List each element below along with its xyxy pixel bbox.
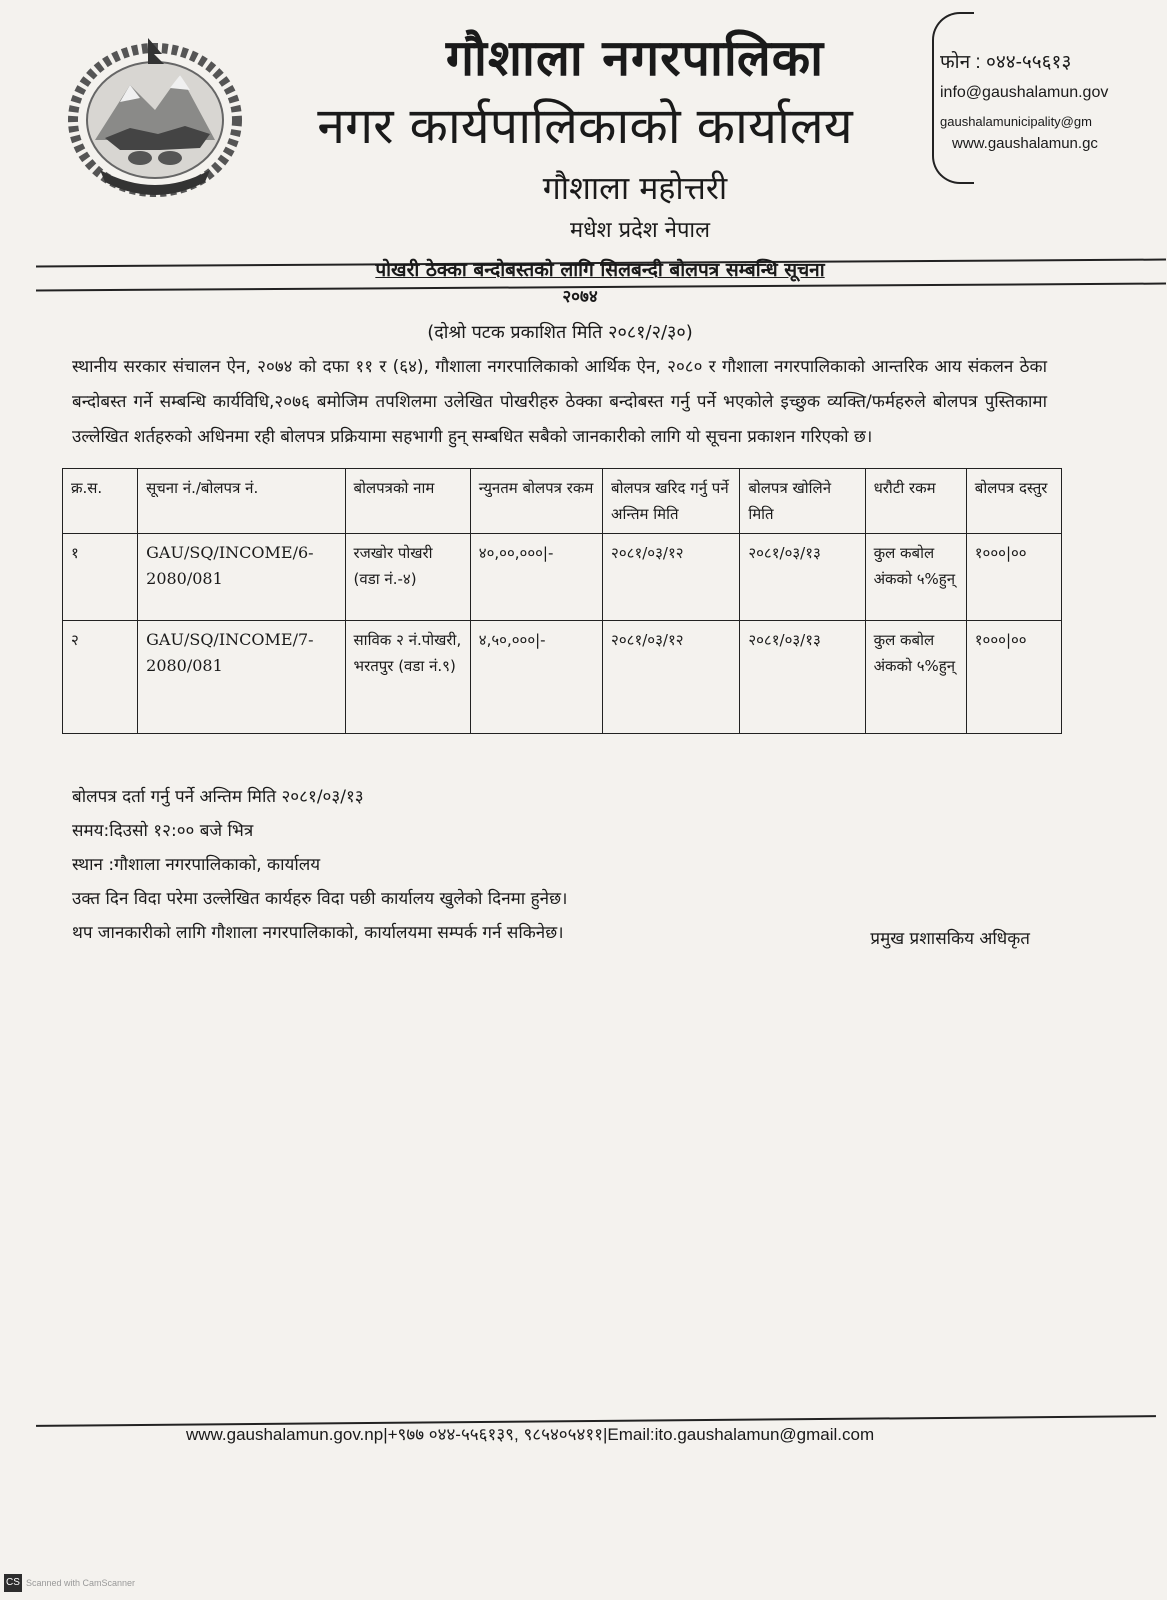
cell-sn: २	[63, 621, 138, 734]
notice-body: स्थानीय सरकार संचालन ऐन, २०७४ को दफा ११ र (६४), गौशाला नगरपालिकाको आर्थिक ऐन, २०८० र गौशाला नगरपालिकाको आन्तरिक आय संकलन ठेका बन्दोबस्त गर्ने सम्बन्धि कार्यविधि,२०७६ बमोजिम तपशिलमा उलेखित पोखरीहरु ठेक्का बन्दोबस्त गर्नु पर्ने भएकोले इच्छुक व्यक्ति/फर्महरुले बोलपत्र पुस्तिकामा उल्लेखित शर्तहरुको अधिनमा रही बोलपत्र प्रक्रियामा सहभागी हुन् सम्बधित सबैको जानकारीको लागि यो सूचना प्रकाशन गरिएको छ।	[72, 357, 1047, 447]
header-buy-deadline: बोलपत्र खरिद गर्नु पर्ने अन्तिम मिति	[603, 469, 740, 534]
cell-min-amount: ४०,००,०००|-	[470, 534, 602, 621]
contact-phone: फोन : ०४४-५५६१३	[940, 52, 1072, 73]
cell-sn: १	[63, 534, 138, 621]
note-time: समय:दिउसो १२:०० बजे भित्र	[72, 821, 254, 841]
table-header-row	[63, 469, 1062, 534]
header-name: बोलपत्रको नाम	[345, 469, 470, 534]
table-row	[63, 534, 1062, 621]
header-open-date: बोलपत्र खोलिने मिति	[740, 469, 865, 534]
footer-contact: www.gaushalamun.gov.np|+९७७ ०४४-५५६१३९, ९८५४०५४११|Email:ito.gaushalamun@gmail.com	[186, 1425, 875, 1444]
cell-open-date: २०८१/०३/१३	[740, 534, 865, 621]
nepal-government-emblem-icon	[60, 30, 250, 200]
notice-year: २०७४	[562, 287, 598, 307]
location-title: गौशाला महोत्तरी	[542, 169, 728, 207]
note-deadline: बोलपत्र दर्ता गर्नु पर्ने अन्तिम मिति २०८१/०३/१३	[72, 787, 364, 807]
header-deposit: धरौटी रकम	[865, 469, 966, 534]
publish-date: (दोश्रो पटक प्रकाशित मिति २०८१/२/३०)	[427, 322, 693, 343]
cell-min-amount: ४,५०,०००|-	[470, 621, 602, 734]
camscanner-logo: CS	[4, 1574, 22, 1592]
contact-block	[940, 48, 1155, 152]
contact-email-secondary: gaushalamunicipality@gm	[940, 114, 1092, 129]
tender-table	[62, 468, 1062, 734]
cell-name: साविक २ नं.पोखरी, भरतपुर (वडा नं.९)	[345, 621, 470, 734]
notice-subject: पोखरी ठेक्का बन्दोबस्तको लागि सिलबन्दी बोलपत्र सम्बन्धि सूचना	[375, 259, 825, 281]
header-ref: सूचना नं./बोलपत्र नं.	[138, 469, 345, 534]
header-min-amount: न्युनतम बोलपत्र रकम	[470, 469, 602, 534]
cell-deposit: कुल कबोल अंकको ५%हुन्	[865, 534, 966, 621]
cell-open-date: २०८१/०३/१३	[740, 621, 865, 734]
cell-name: रजखोर पोखरी (वडा नं.-४)	[345, 534, 470, 621]
contact-website: www.gaushalamun.gc	[952, 135, 1098, 152]
municipality-title: गौशाला नगरपालिका	[445, 29, 825, 87]
cell-fee: १०००|००	[966, 621, 1061, 734]
notice-notes	[72, 780, 772, 950]
cell-ref: GAU/SQ/INCOME/7-2080/081	[138, 621, 345, 734]
cell-buy-deadline: २०८१/०३/१२	[603, 621, 740, 734]
cell-buy-deadline: २०८१/०३/१२	[603, 534, 740, 621]
office-title: नगर कार्यपालिकाको कार्यालय	[317, 97, 853, 155]
camscanner-watermark: Scanned with CamScanner	[26, 1578, 136, 1588]
cell-deposit: कुल कबोल अंकको ५%हुन्	[865, 621, 966, 734]
cell-ref: GAU/SQ/INCOME/6-2080/081	[138, 534, 345, 621]
note-contact: थप जानकारीको लागि गौशाला नगरपालिकाको, कार्यालयमा सम्पर्क गर्न सकिनेछ।	[72, 923, 564, 943]
table-row	[63, 621, 1062, 734]
contact-email: info@gaushalamun.gov	[940, 84, 1109, 101]
cell-fee: १०००|००	[966, 534, 1061, 621]
signatory-title: प्रमुख प्रशासकिय अधिकृत	[870, 929, 1030, 949]
header-fee: बोलपत्र दस्तुर	[966, 469, 1061, 534]
note-place: स्थान :गौशाला नगरपालिकाको, कार्यालय	[72, 855, 321, 875]
note-holiday: उक्त दिन विदा परेमा उल्लेखित कार्यहरु विदा पछी कार्यालय खुलेको दिनमा हुनेछ।	[72, 889, 568, 909]
header-sn: क्र.स.	[63, 469, 138, 534]
province-title: मधेश प्रदेश नेपाल	[569, 218, 711, 243]
